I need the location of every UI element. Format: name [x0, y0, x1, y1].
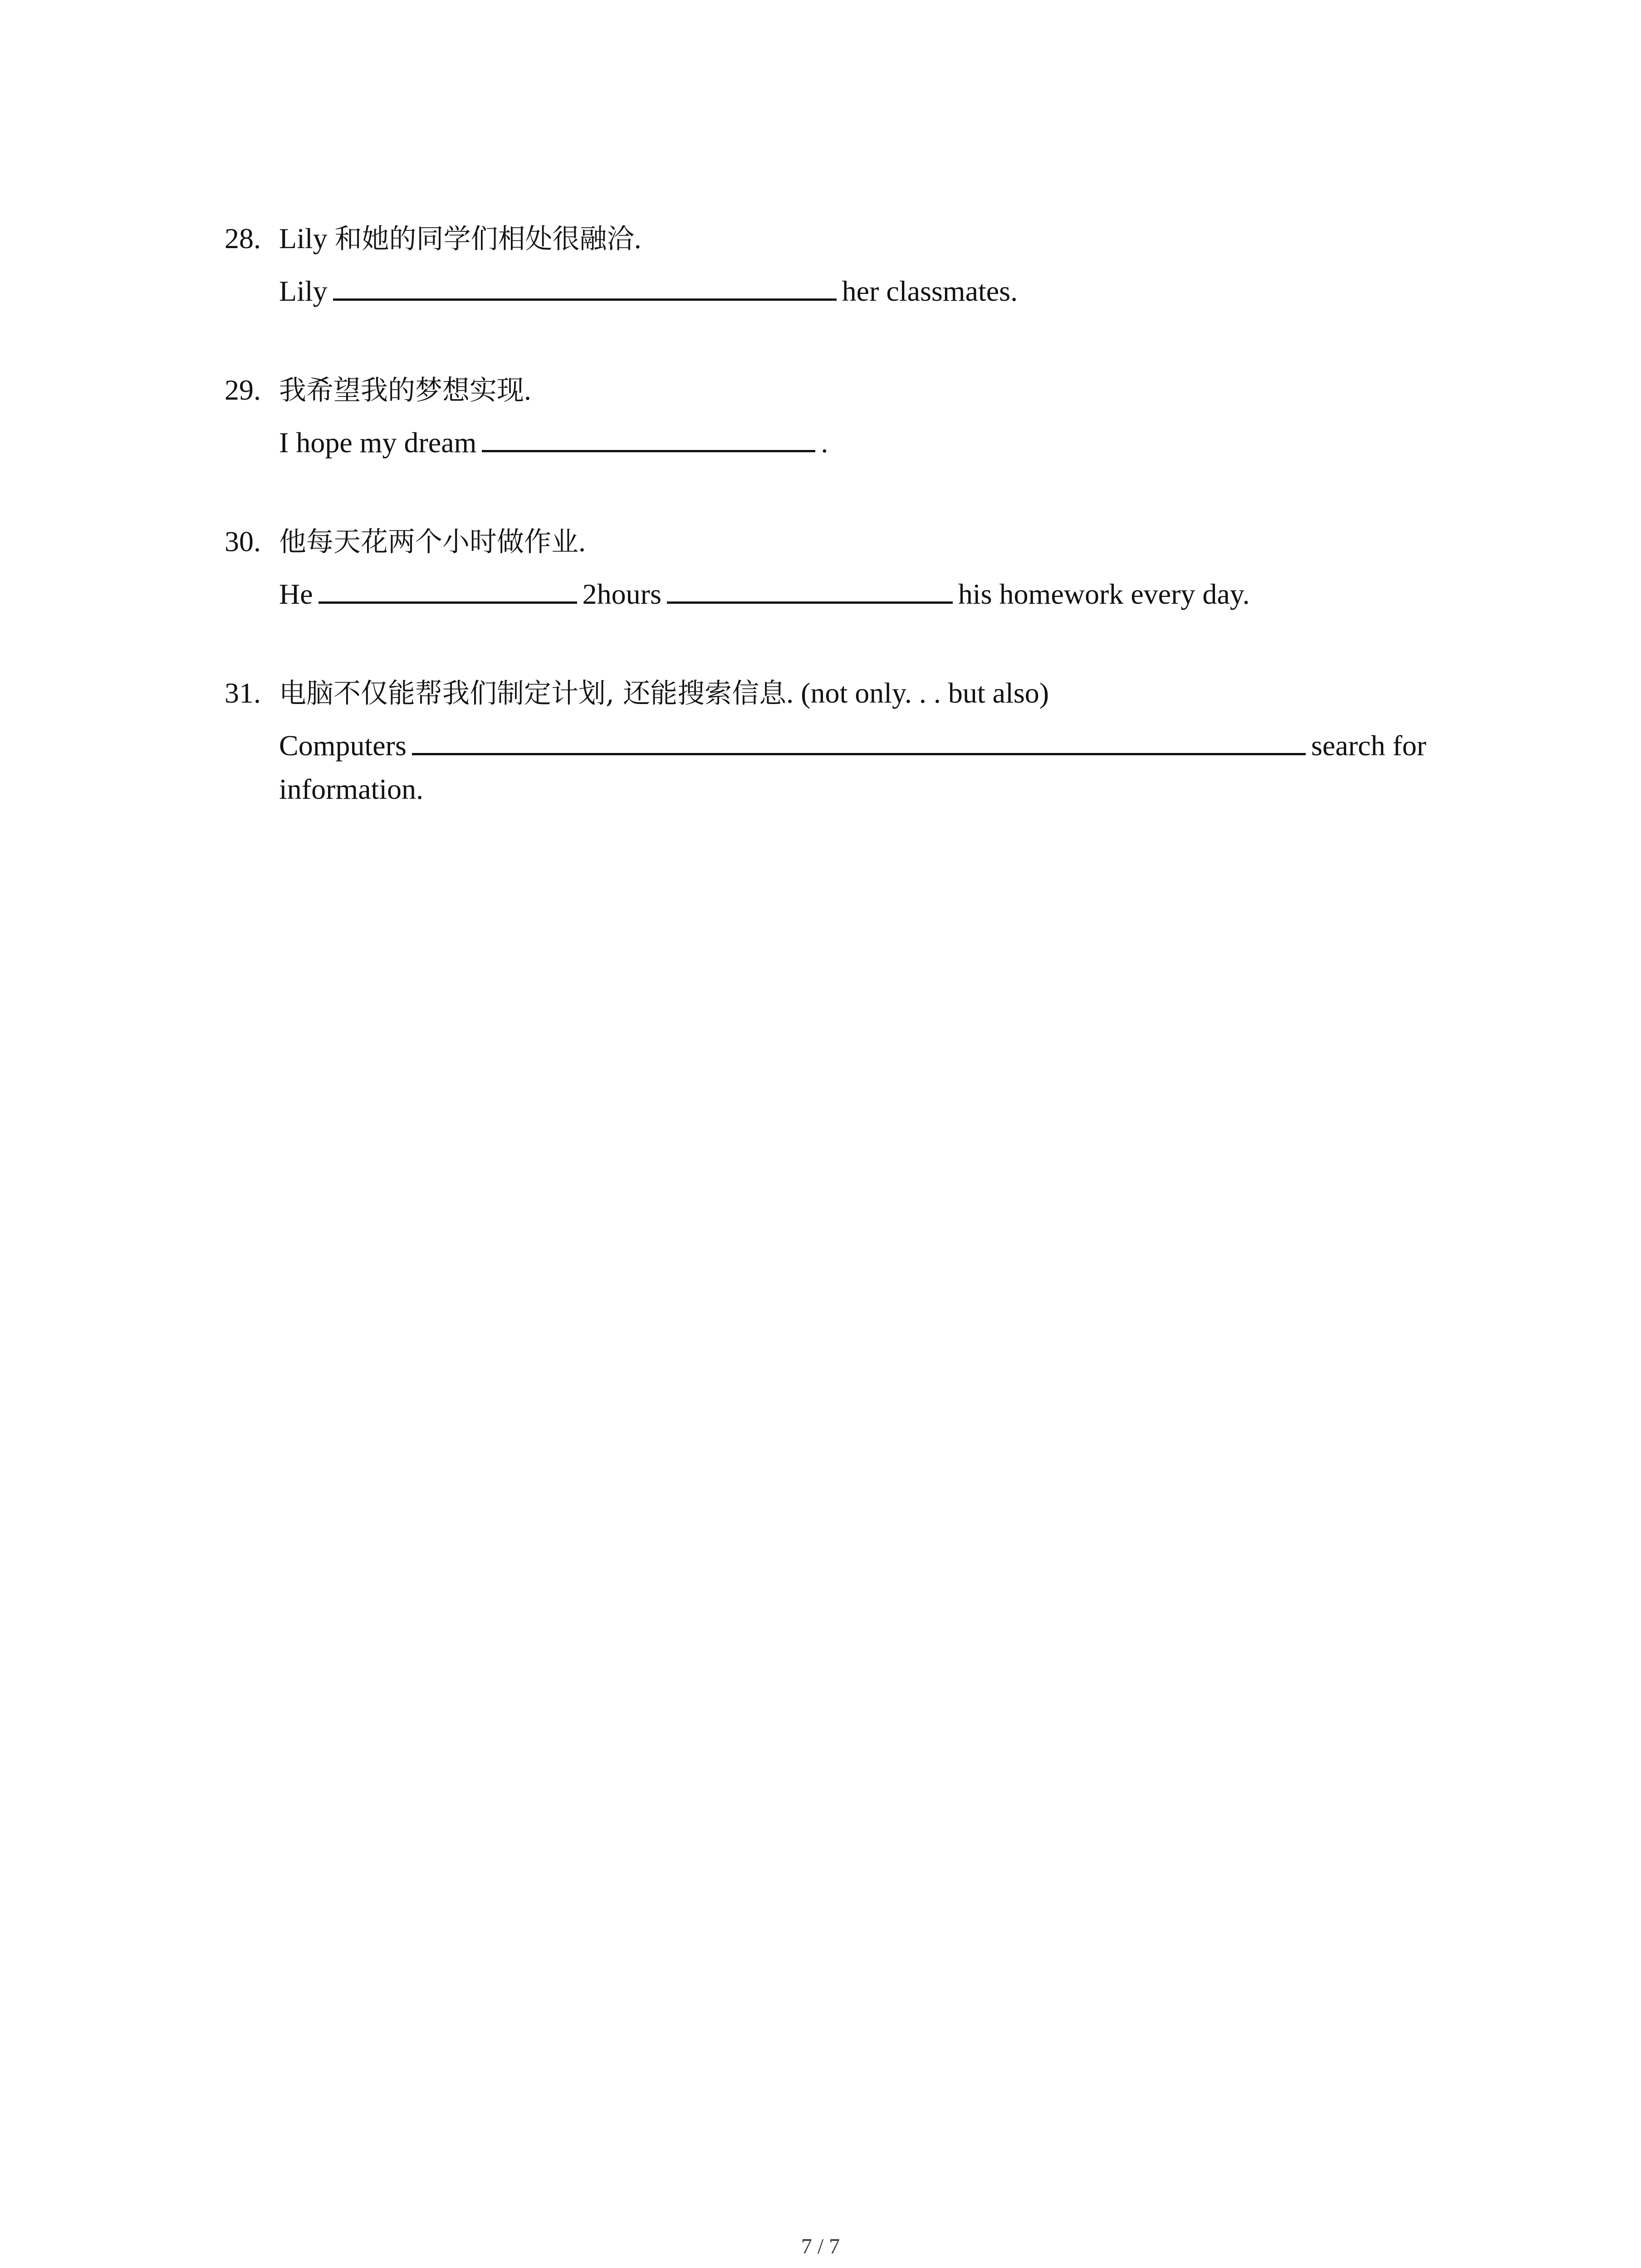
prompt-chinese: 我希望我的梦想实现 [279, 375, 524, 406]
prompt-chinese: 和她的同学们相处很融洽 [334, 223, 634, 255]
answer-blank-2[interactable] [667, 570, 953, 604]
prompt-tail: . [634, 222, 642, 254]
answer-blank[interactable] [412, 721, 1306, 755]
answer-text-after: her classmates. [842, 275, 1018, 307]
question-number: 31. [225, 677, 261, 709]
answer-text-after: his homework every day. [958, 578, 1250, 610]
question-prompt [225, 368, 1477, 412]
question-number: 29. [225, 374, 261, 406]
answer-blank[interactable] [333, 267, 837, 301]
answer-line [225, 267, 1477, 312]
answer-line [225, 570, 1477, 615]
question-number: 30. [225, 525, 261, 557]
answer-text-after: . [821, 426, 828, 459]
answer-text-middle: 2hours [582, 578, 661, 610]
page-number: 7 / 7 [801, 2234, 840, 2258]
question-29 [225, 368, 1477, 464]
question-prompt [225, 217, 1477, 260]
question-prompt [225, 671, 1477, 715]
question-28 [225, 217, 1477, 312]
answer-blank-1[interactable] [318, 570, 577, 604]
answer-line [225, 721, 1477, 767]
question-prompt [225, 520, 1477, 563]
prompt-tail: . [578, 525, 586, 557]
answer-text-continued: information. [279, 773, 424, 805]
answer-text-after: search for [1311, 729, 1426, 762]
answer-text-before: Lily [279, 275, 328, 307]
prompt-chinese: 电脑不仅能帮我们制定计划, 还能搜索信息 [279, 678, 787, 709]
question-31 [225, 671, 1477, 812]
prompt-tail: . [524, 374, 531, 406]
answer-line [225, 418, 1477, 464]
answer-blank[interactable] [482, 418, 815, 452]
question-30 [225, 520, 1477, 615]
prompt-chinese: 他每天花两个小时做作业 [279, 526, 578, 558]
question-number: 28. [225, 222, 261, 254]
answer-text-before: Computers [279, 729, 407, 762]
answer-line-continued [225, 767, 1477, 812]
prompt-tail: . (not only. . . but also) [786, 677, 1049, 709]
prompt-english-prefix: Lily [279, 222, 335, 254]
answer-text-before: He [279, 578, 313, 610]
answer-text-before: I hope my dream [279, 426, 477, 459]
